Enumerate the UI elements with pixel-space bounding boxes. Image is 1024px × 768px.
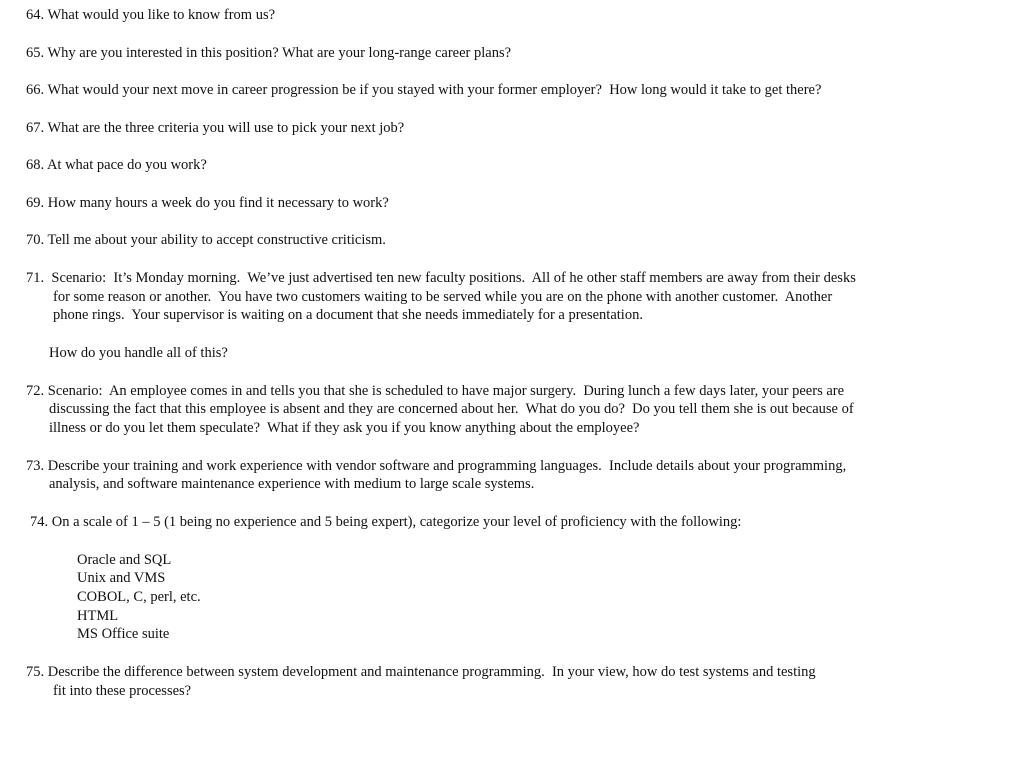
question-69: 69. How many hours a week do you find it necessary to work?: [26, 195, 389, 211]
question-71-line-2: for some reason or another. You have two customers waiting to be served while you are on the phone with another customer. Another: [53, 289, 833, 305]
question-68: 68. At what pace do you work?: [26, 157, 207, 173]
question-71-followup: How do you handle all of this?: [49, 345, 228, 361]
question-65: 65. Why are you interested in this position? What are your long-range career plans?: [26, 45, 512, 61]
proficiency-item: Unix and VMS: [77, 570, 166, 586]
question-72-line-1: 72. Scenario: An employee comes in and tells you that she is scheduled to have major surgery. During lunch a few days later, your peers are: [26, 383, 845, 399]
question-70: 70. Tell me about your ability to accept constructive criticism.: [26, 232, 386, 248]
proficiency-item: HTML: [77, 608, 119, 624]
question-66: 66. What would your next move in career progression be if you stayed with your former employer? How long would it take to get there?: [26, 82, 822, 98]
question-73-line-1: 73. Describe your training and work experience with vendor software and programming languages. Include details about your programming,: [26, 458, 847, 474]
question-67: 67. What are the three criteria you will use to pick your next job?: [26, 120, 405, 136]
question-75-line-2: fit into these processes?: [53, 683, 192, 699]
proficiency-item: MS Office suite: [77, 626, 170, 642]
question-71-line-1: 71. Scenario: It’s Monday morning. We’ve just advertised ten new faculty positions. All of he other staff members are away from their desks: [26, 270, 856, 286]
question-64: 64. What would you like to know from us?: [26, 7, 276, 23]
question-74-text: 74. On a scale of 1 – 5 (1 being no experience and 5 being expert), categorize your level of proficiency with the following:: [30, 514, 742, 530]
question-71-line-3: phone rings. Your supervisor is waiting on a document that she needs immediately for a presentation.: [53, 307, 643, 323]
question-72-line-2: discussing the fact that this employee is absent and they are concerned about her. What do you do? Do you tell them she is out because of: [49, 401, 854, 417]
proficiency-item: Oracle and SQL: [77, 552, 172, 568]
proficiency-item: COBOL, C, perl, etc.: [77, 589, 201, 605]
question-73-line-2: analysis, and software maintenance experience with medium to large scale systems.: [49, 476, 535, 492]
question-72-line-3: illness or do you let them speculate? What if they ask you if you know anything about the employee?: [49, 420, 640, 436]
question-75-line-1: 75. Describe the difference between system development and maintenance programming. In your view, how do test systems and testing: [26, 664, 816, 680]
